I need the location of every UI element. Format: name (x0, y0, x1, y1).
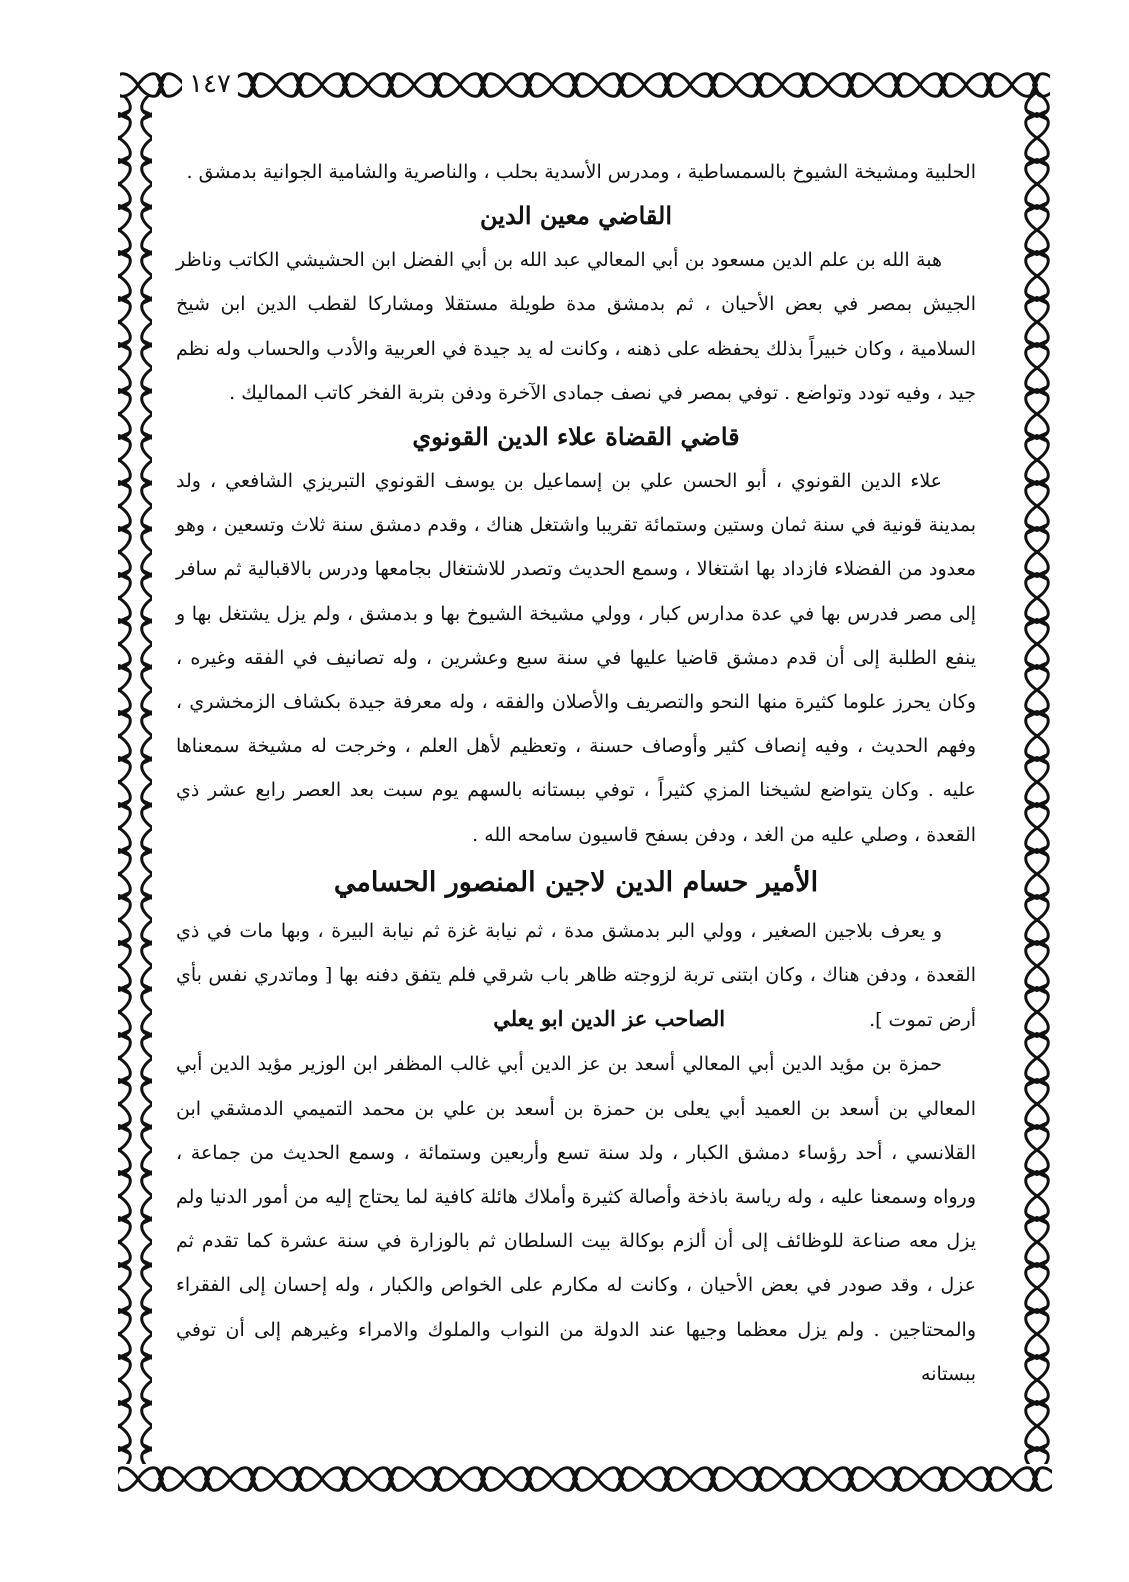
entry-heading: القاضي معين الدين (480, 201, 672, 231)
entry-paragraph: الحلبية ومشيخة الشيوخ بالسمساطية ، ومدرس الأسدية بحلب ، والناصرية والشامية الجوانية بدمشق . (186, 161, 976, 183)
text-block (176, 150, 976, 1396)
entry-heading: الأمير حسام الدين لاجين المنصور الحسامي (333, 866, 819, 898)
paragraph-text: و يعرف بلاجين الصغير ، وولي البر بدمشق مدة ، ثم نيابة غزة ثم نيابة البيرة ، وبها مات في ذي القعدة ، ودفن هناك ، وكان ابتنى تربة لزوجته ظاهر باب شرقي فلم يتفق دفنه بها [ وماتدري نفس بأي أرض تموت ]. (176, 919, 976, 1032)
entry-paragraph: حمزة بن مؤيد الدين أبي المعالي أسعد بن عز الدين أبي غالب المظفر ابن الوزير مؤيد الدين أبي المعالي بن أسعد بن العميد أبي يعلى بن حمزة بن أسعد بن علي بن محمد التميمي الدمشقي ابن القلانسي ، أحد رؤساء دمشق الكبار ، ولد سنة تسع وأربعين وستمائة ، وسمع الحديث من جماعة ، ورواه وسمعنا عليه ، وله رياسة باذخة وأصالة كثيرة وأملاك هائلة كافية لما يحتاج إليه من أمور الدنيا ولم يزل معه صناعة للوظائف إلى أن ألزم بوكالة بيت السلطان ثم بالوزارة في سنة عشرة كما تقدم ثم عزل ، وقد صودر في بعض الأحيان ، وكانت له مكارم على الخواص والكبار ، وله إحسان إلى الفقراء والمحتاجين . ولم يزل معظما وجيها عند الدولة من النواب والملوك والامراء وغيرهم إلى أن توفي ببستانه (176, 1053, 976, 1385)
entry-paragraph (176, 909, 976, 1043)
entry-heading: قاضي القضاة علاء الدين القونوي (412, 422, 740, 452)
entry-paragraph: علاء الدين القونوي ، أبو الحسن علي بن إسماعيل بن يوسف القونوي التبريزي الشافعي ، ولد بمدينة قونية في سنة ثمان وستين وستمائة تقريبا واشتغل هناك ، وقدم دمشق سنة ثلاث وتسعين ، وهو معدود من الفضلاء فازداد بها اشتغالا ، وسمع الحديث وتصدر للاشتغال بجامعها ودرس بالاقبالية ثم سافر إلى مصر فدرس بها في عدة مدارس كبار ، وولي مشيخة الشيوخ بها و بدمشق ، ولم يزل يشتغل بها و ينفع الطلبة إلى أن قدم دمشق قاضيا عليها في سنة سبع وعشرين ، وله تصانيف في الفقه وغيره ، وكان يحرز علوما كثيرة منها النحو والتصريف والأصلان والفقه ، وله معرفة جيدة بكشاف الزمخشري ، وفهم الحديث ، وفيه إنصاف كثير وأوصاف حسنة ، وتعظيم لأهل العلم ، وخرجت له مشيخة سمعناها عليه . وكان يتواضع لشيخنا المزي كثيراً ، توفي ببستانه بالسهم يوم سبت بعد العصر رابع عشر ذي القعدة ، وصلي عليه من الغد ، ودفن بسفح قاسيون سامحه الله . (176, 470, 976, 846)
entry-paragraph: هبة الله بن علم الدين مسعود بن أبي المعالي عبد الله بن أبي الفضل ابن الحشيشي الكاتب وناظر الجيش بمصر في بعض الأحيان ، ثم بدمشق مدة طويلة مستقلا ومشاركا لقطب الدين ابن شيخ السلامية ، وكان خبيراً بذلك يحفظه على ذهنه ، وكانت له يد جيدة في العربية والأدب والحساب وله نظم جيد ، وفيه تودد وتواضع . توفي بمصر في نصف جمادى الآخرة ودفن بتربة الفخر كاتب المماليك . (176, 249, 976, 404)
entry-heading: الصاحب عز الدين ابو يعلي (493, 1006, 726, 1032)
page-number: ١٤٧ (182, 64, 238, 104)
